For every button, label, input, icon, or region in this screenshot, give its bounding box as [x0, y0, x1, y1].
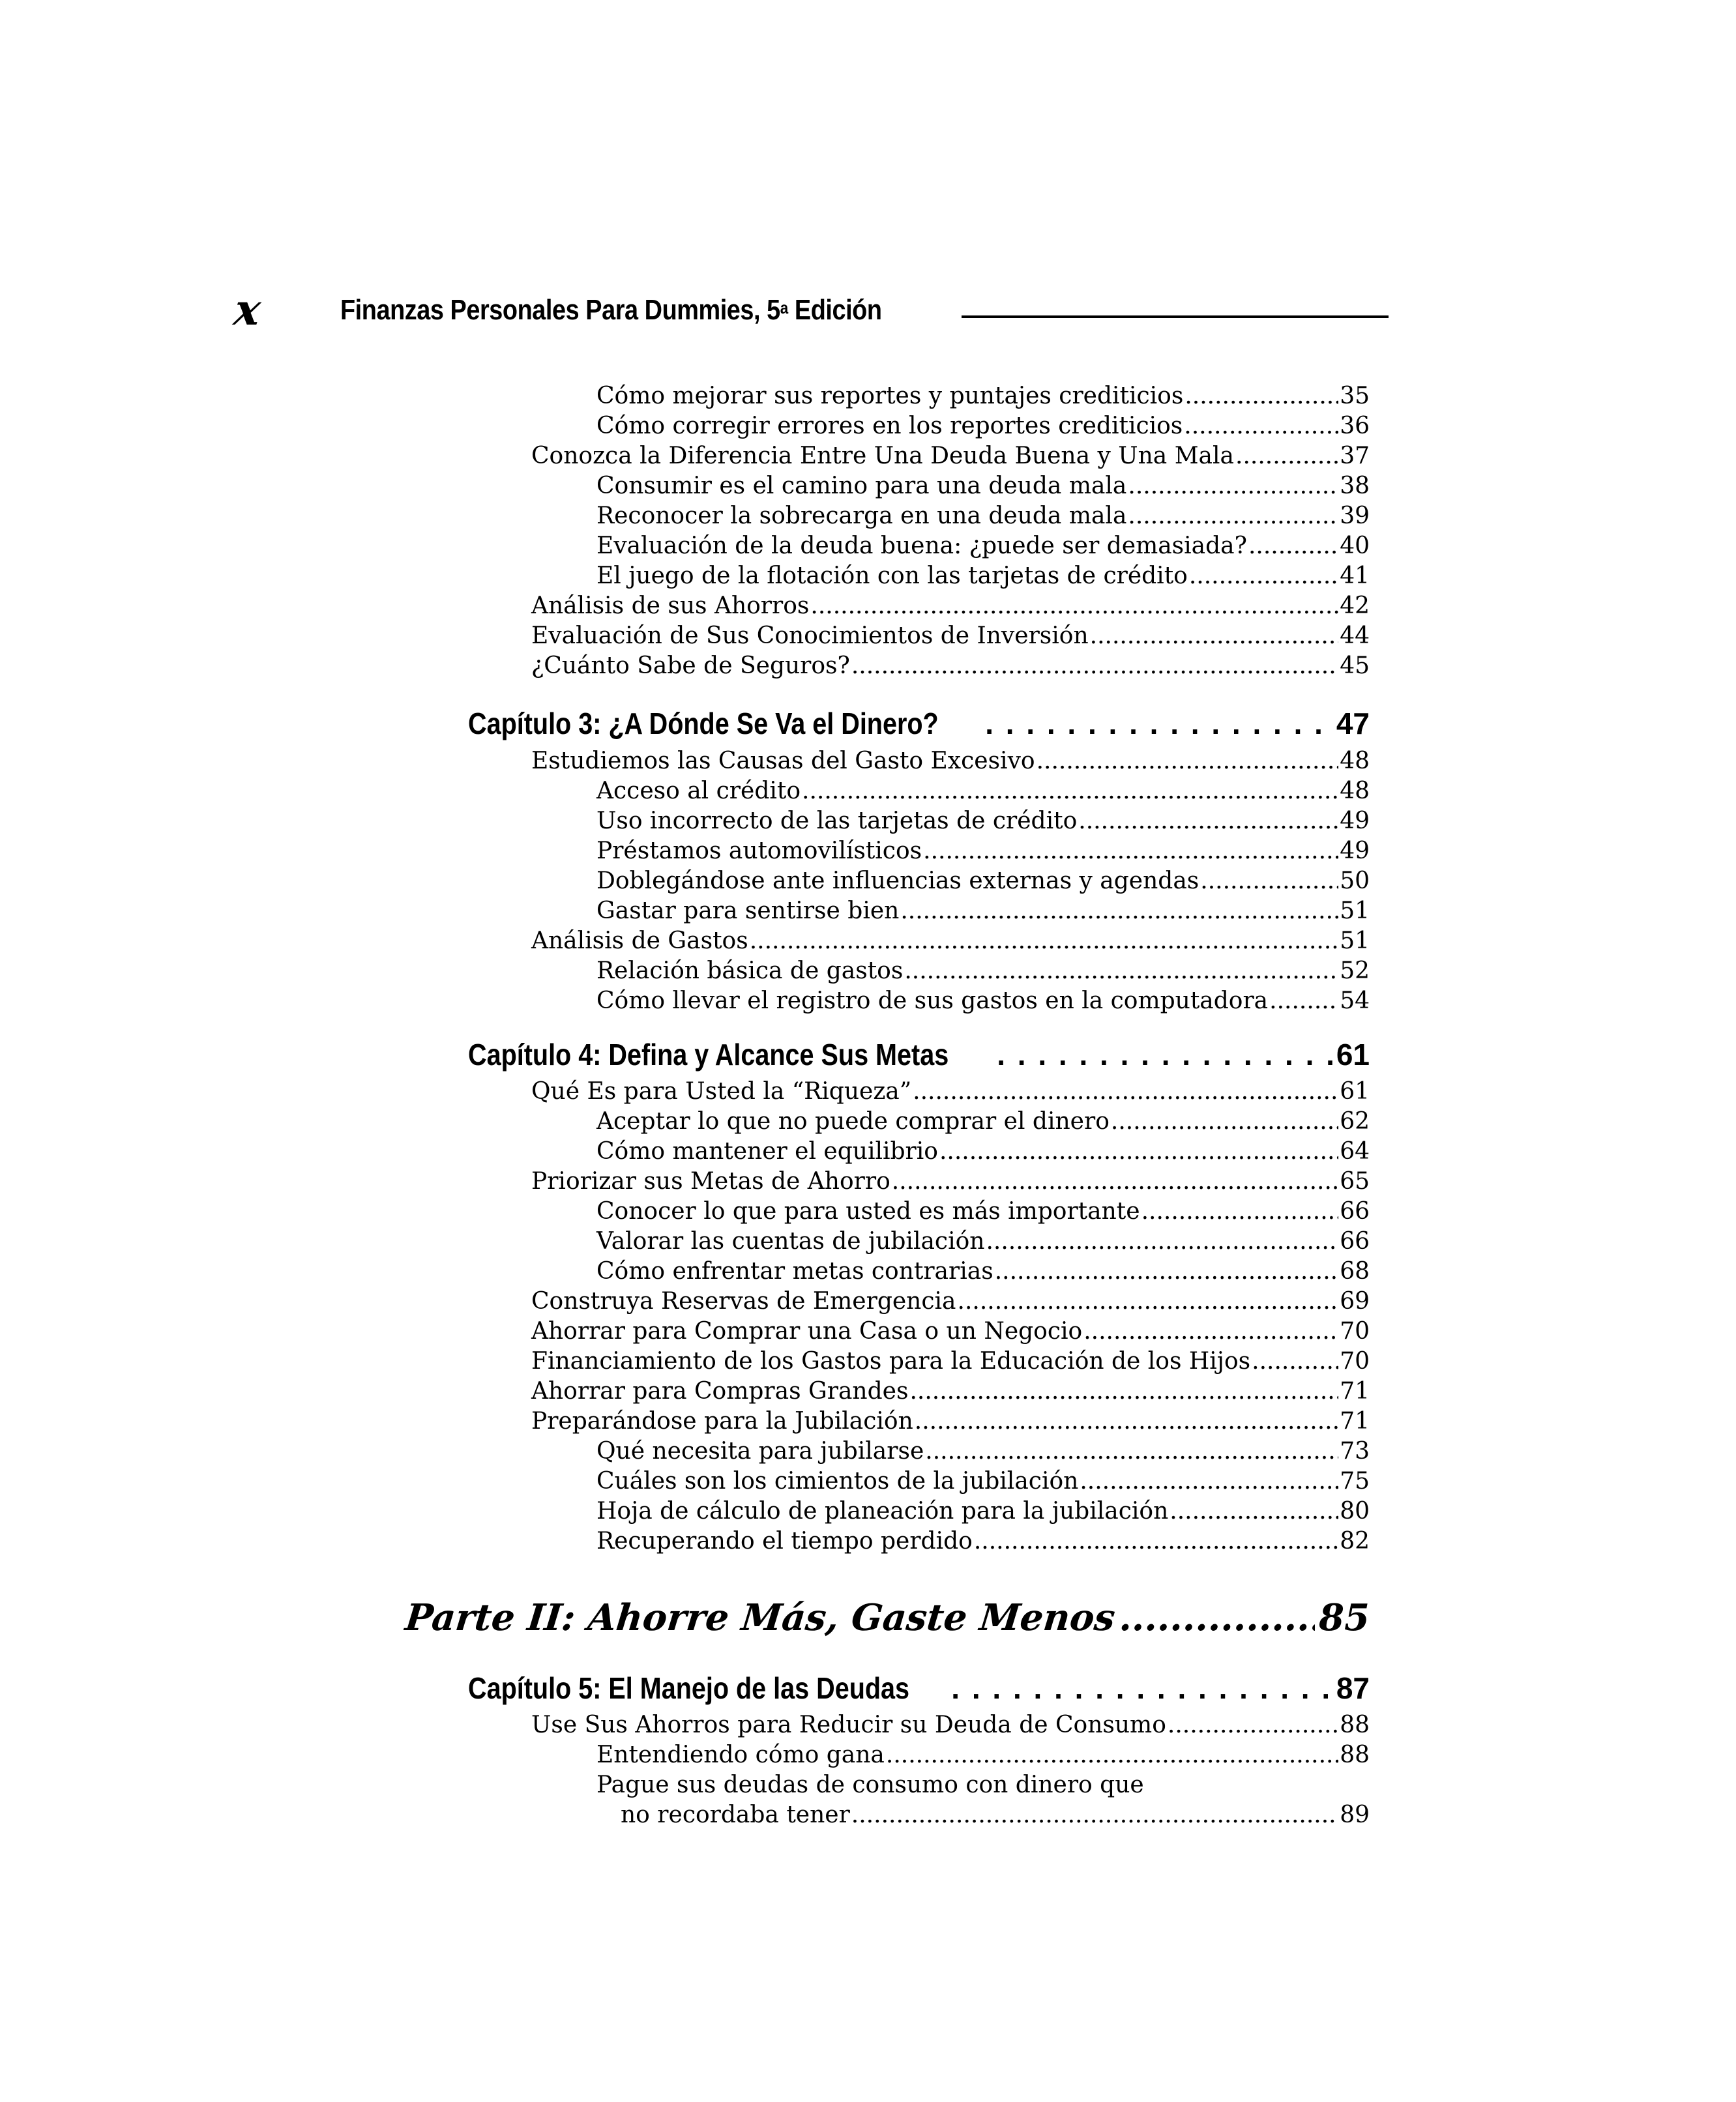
toc-page-number: 66 [1340, 1198, 1370, 1225]
toc-entry-title: Cómo mejorar sus reportes y puntajes crediticios [596, 383, 1184, 409]
dot-leader [985, 705, 1335, 742]
toc-subentry[interactable] [596, 531, 1370, 561]
dot-leader [1119, 1595, 1315, 1641]
toc-page-number: 62 [1340, 1108, 1370, 1135]
toc-page-number: 52 [1340, 957, 1370, 984]
toc-entry-title: Capítulo 4: Defina y Alcance Sus Metas [468, 1038, 949, 1072]
toc-page-number: 66 [1340, 1228, 1370, 1255]
toc-entry-title: Cómo enfrentar metas contrarias [596, 1258, 993, 1285]
toc-entry[interactable] [531, 1077, 1370, 1107]
toc-page-number: 71 [1340, 1408, 1370, 1435]
toc-entry[interactable] [531, 651, 1370, 681]
toc-entry-title: Capítulo 5: El Manejo de las Deudas [468, 1671, 910, 1705]
dot-leader [1128, 501, 1338, 531]
dot-leader [1269, 986, 1338, 1016]
toc-subentry[interactable] [596, 561, 1370, 591]
toc-subentry[interactable] [596, 1437, 1370, 1467]
toc-page-number: 54 [1340, 987, 1370, 1014]
toc-page-number: 75 [1340, 1468, 1370, 1495]
dot-leader [1170, 1496, 1338, 1526]
toc-entry-title: Reconocer la sobrecarga en una deuda mala [596, 503, 1127, 529]
toc-entry[interactable] [531, 746, 1370, 776]
toc-page-number: 87 [1336, 1671, 1370, 1705]
toc-entry[interactable] [531, 1407, 1370, 1437]
dot-leader [997, 1036, 1335, 1073]
toc-page-number: 61 [1340, 1078, 1370, 1105]
toc-page-number: 51 [1340, 927, 1370, 954]
toc-entry[interactable] [531, 1287, 1370, 1317]
dot-leader [851, 1800, 1338, 1830]
dot-leader [886, 1740, 1338, 1770]
dot-leader [909, 1377, 1338, 1407]
toc-entry-title: Qué Es para Usted la “Riqueza” [531, 1078, 912, 1105]
toc-entry[interactable] [531, 1710, 1370, 1740]
toc-page-number: 73 [1340, 1438, 1370, 1465]
dot-leader [986, 1227, 1338, 1257]
toc-subentry[interactable] [596, 776, 1370, 806]
toc-page-number: 71 [1340, 1378, 1370, 1405]
toc-page-number: 65 [1340, 1168, 1370, 1195]
toc-subentry-continuation[interactable] [621, 1800, 1370, 1830]
toc-page-number: 82 [1340, 1528, 1370, 1555]
toc-entry-title: Cómo llevar el registro de sus gastos en la computadora [596, 987, 1269, 1014]
dot-leader [923, 836, 1338, 866]
toc-entry-title: Relación básica de gastos [596, 957, 904, 984]
dot-leader [1078, 806, 1338, 836]
dot-leader [1184, 411, 1338, 441]
dot-leader [974, 1526, 1338, 1556]
toc-page-number: 41 [1340, 562, 1370, 589]
toc-entry-title: Acceso al crédito [596, 778, 801, 804]
toc-subentry[interactable] [596, 1740, 1370, 1770]
toc-entry-title: Gastar para sentirse bien [596, 898, 900, 924]
toc-page-number: 47 [1336, 707, 1370, 740]
dot-leader [892, 1167, 1338, 1197]
toc-entry[interactable] [531, 1347, 1370, 1377]
toc-entry-title: Conocer lo que para usted es más importante [596, 1198, 1140, 1225]
toc-page-number: 70 [1340, 1318, 1370, 1345]
toc-page-number: 51 [1340, 898, 1370, 924]
toc-page-number: 49 [1340, 838, 1370, 864]
toc-entry-title: Parte II: Ahorre Más, Gaste Menos [403, 1596, 1117, 1639]
toc-subentry[interactable] [596, 896, 1370, 926]
toc-subentry[interactable] [596, 381, 1370, 411]
dot-leader [1037, 746, 1339, 776]
toc-page-number: 44 [1340, 622, 1370, 649]
dot-leader [1200, 866, 1338, 896]
toc-subentry[interactable] [596, 501, 1370, 531]
toc-entry-title: Estudiemos las Causas del Gasto Excesivo [531, 748, 1035, 774]
toc-subentry[interactable] [596, 1227, 1370, 1257]
toc-subentry[interactable] [596, 1107, 1370, 1137]
toc-entry-title: Valorar las cuentas de jubilación [596, 1228, 985, 1255]
toc-subentry[interactable] [596, 806, 1370, 836]
toc-subentry[interactable] [596, 1137, 1370, 1167]
toc-entry[interactable] [531, 926, 1370, 956]
toc-subentry[interactable] [596, 956, 1370, 986]
running-title-superscript: a [780, 298, 788, 317]
dot-leader [1184, 381, 1338, 411]
dot-leader [851, 651, 1338, 681]
dot-leader [1128, 471, 1338, 501]
toc-entry-title: Doblegándose ante influencias externas y agendas [596, 868, 1199, 894]
toc-page-number: 68 [1340, 1258, 1370, 1285]
toc-entry-title: Recuperando el tiempo perdido [596, 1528, 973, 1555]
running-title [340, 292, 882, 328]
toc-entry[interactable] [531, 441, 1370, 471]
toc-subentry-line1[interactable]: Pague sus deudas de consumo con dinero que [596, 1772, 1144, 1798]
dot-leader [951, 1670, 1335, 1706]
toc-chapter-4[interactable] [468, 1036, 1370, 1073]
dot-leader [1141, 1197, 1339, 1227]
toc-subentry[interactable] [596, 1467, 1370, 1496]
toc-entry-title: Ahorrar para Comprar una Casa o un Negocio [531, 1318, 1083, 1345]
toc-entry[interactable] [531, 1377, 1370, 1407]
toc-page-number: 35 [1340, 383, 1370, 409]
toc-entry-title: Capítulo 3: ¿A Dónde Se Va el Dinero? [468, 707, 939, 740]
toc-entry-title: Financiamiento de los Gastos para la Educación de los Hijos [531, 1348, 1251, 1375]
toc-page-number: 42 [1340, 592, 1370, 619]
page-folio: x [231, 284, 264, 335]
dot-leader [995, 1257, 1339, 1287]
toc-entry-title: Análisis de sus Ahorros [531, 592, 810, 619]
dot-leader [958, 1287, 1339, 1317]
toc-entry-title: El juego de la flotación con las tarjetas de crédito [596, 562, 1188, 589]
toc-subentry[interactable] [596, 986, 1370, 1016]
toc-subentry[interactable] [596, 1496, 1370, 1526]
dot-leader [810, 591, 1338, 621]
toc-entry-title: ¿Cuánto Sabe de Seguros? [531, 652, 850, 679]
toc-entry-title: Priorizar sus Metas de Ahorro [531, 1168, 890, 1195]
running-header [231, 284, 1389, 335]
toc-page-number: 50 [1340, 868, 1370, 894]
toc-page-number: 36 [1340, 413, 1370, 439]
toc-subentry[interactable] [596, 866, 1370, 896]
toc-entry-title: Aceptar lo que no puede comprar el dinero [596, 1108, 1110, 1135]
toc-entry-title: Cuáles son los cimientos de la jubilación [596, 1468, 1079, 1495]
toc-page-number: 37 [1340, 443, 1370, 469]
running-title-main: Finanzas Personales Para Dummies, 5 [340, 294, 780, 326]
toc-chapter-3[interactable] [468, 705, 1370, 742]
toc-page-number: 40 [1340, 533, 1370, 559]
toc-entry[interactable] [531, 1317, 1370, 1347]
dot-leader [1083, 1317, 1338, 1347]
toc-subentry[interactable] [596, 471, 1370, 501]
toc-entry-title: Préstamos automovilísticos [596, 838, 922, 864]
toc-page-number: 88 [1340, 1712, 1370, 1738]
toc-entry[interactable] [531, 591, 1370, 621]
toc-entry-title: Entendiendo cómo gana [596, 1742, 885, 1768]
toc-page-number: 39 [1340, 503, 1370, 529]
toc-entry-title: Evaluación de la deuda buena: ¿puede ser demasiada? [596, 533, 1247, 559]
dot-leader [1080, 1467, 1338, 1496]
toc-chapter-5[interactable] [468, 1670, 1370, 1706]
toc-entry-title: Análisis de Gastos [531, 927, 748, 954]
toc-entry-title: Evaluación de Sus Conocimientos de Inversión [531, 622, 1089, 649]
dot-leader [1189, 561, 1338, 591]
toc-page-number: 48 [1340, 778, 1370, 804]
dot-leader [1090, 621, 1339, 651]
toc-page-number: 49 [1340, 808, 1370, 834]
toc-entry[interactable] [531, 621, 1370, 651]
toc-page-number: 70 [1340, 1348, 1370, 1375]
toc-part-2[interactable] [405, 1595, 1370, 1641]
toc-page-number: 38 [1340, 473, 1370, 499]
dot-leader [1111, 1107, 1338, 1137]
dot-leader [1252, 1347, 1338, 1377]
dot-leader [1168, 1710, 1338, 1740]
dot-leader [904, 956, 1338, 986]
toc-page-number: 89 [1340, 1802, 1370, 1828]
toc-page-number: 80 [1340, 1498, 1370, 1525]
toc-entry-title: Qué necesita para jubilarse [596, 1438, 924, 1465]
running-title-end: Edición [787, 294, 882, 326]
toc-page-number: 61 [1336, 1038, 1370, 1072]
toc-subentry[interactable] [596, 1257, 1370, 1287]
dot-leader [1248, 531, 1338, 561]
dot-leader [750, 926, 1339, 956]
dot-leader [913, 1077, 1338, 1107]
toc-entry-title: Consumir es el camino para una deuda mala [596, 473, 1127, 499]
toc-page-number: 69 [1340, 1288, 1370, 1315]
toc-subentry[interactable] [596, 836, 1370, 866]
dot-leader [900, 896, 1338, 926]
toc-entry-title: Ahorrar para Compras Grandes [531, 1378, 909, 1405]
dot-leader [939, 1137, 1338, 1167]
toc-subentry[interactable] [596, 1526, 1370, 1556]
toc-entry-title: Uso incorrecto de las tarjetas de crédito [596, 808, 1078, 834]
toc-entry[interactable] [531, 1167, 1370, 1197]
toc-page-number: 64 [1340, 1138, 1370, 1165]
toc-page-number: 88 [1340, 1742, 1370, 1768]
toc-entry-title: Use Sus Ahorros para Reducir su Deuda de Consumo [531, 1712, 1166, 1738]
toc-subentry[interactable] [596, 1197, 1370, 1227]
toc-entry-title: Hoja de cálculo de planeación para la jubilación [596, 1498, 1169, 1525]
toc-entry-title: Cómo corregir errores en los reportes crediticios [596, 413, 1183, 439]
toc-entry-title: no recordaba tener [621, 1802, 850, 1828]
toc-entry-title: Construya Reservas de Emergencia [531, 1288, 956, 1315]
toc-page-number: 45 [1340, 652, 1370, 679]
toc-entry-title: Preparándose para la Jubilación [531, 1408, 913, 1435]
header-rule [962, 315, 1389, 318]
dot-leader [802, 776, 1338, 806]
toc-page-number: 85 [1319, 1596, 1370, 1639]
toc-entry-title: Cómo mantener el equilibrio [596, 1138, 938, 1165]
toc-entry-title: Conozca la Diferencia Entre Una Deuda Buena y Una Mala [531, 443, 1234, 469]
dot-leader [925, 1437, 1338, 1467]
dot-leader [1235, 441, 1338, 471]
toc-subentry[interactable] [596, 411, 1370, 441]
toc-page-number: 48 [1340, 748, 1370, 774]
dot-leader [915, 1407, 1338, 1437]
